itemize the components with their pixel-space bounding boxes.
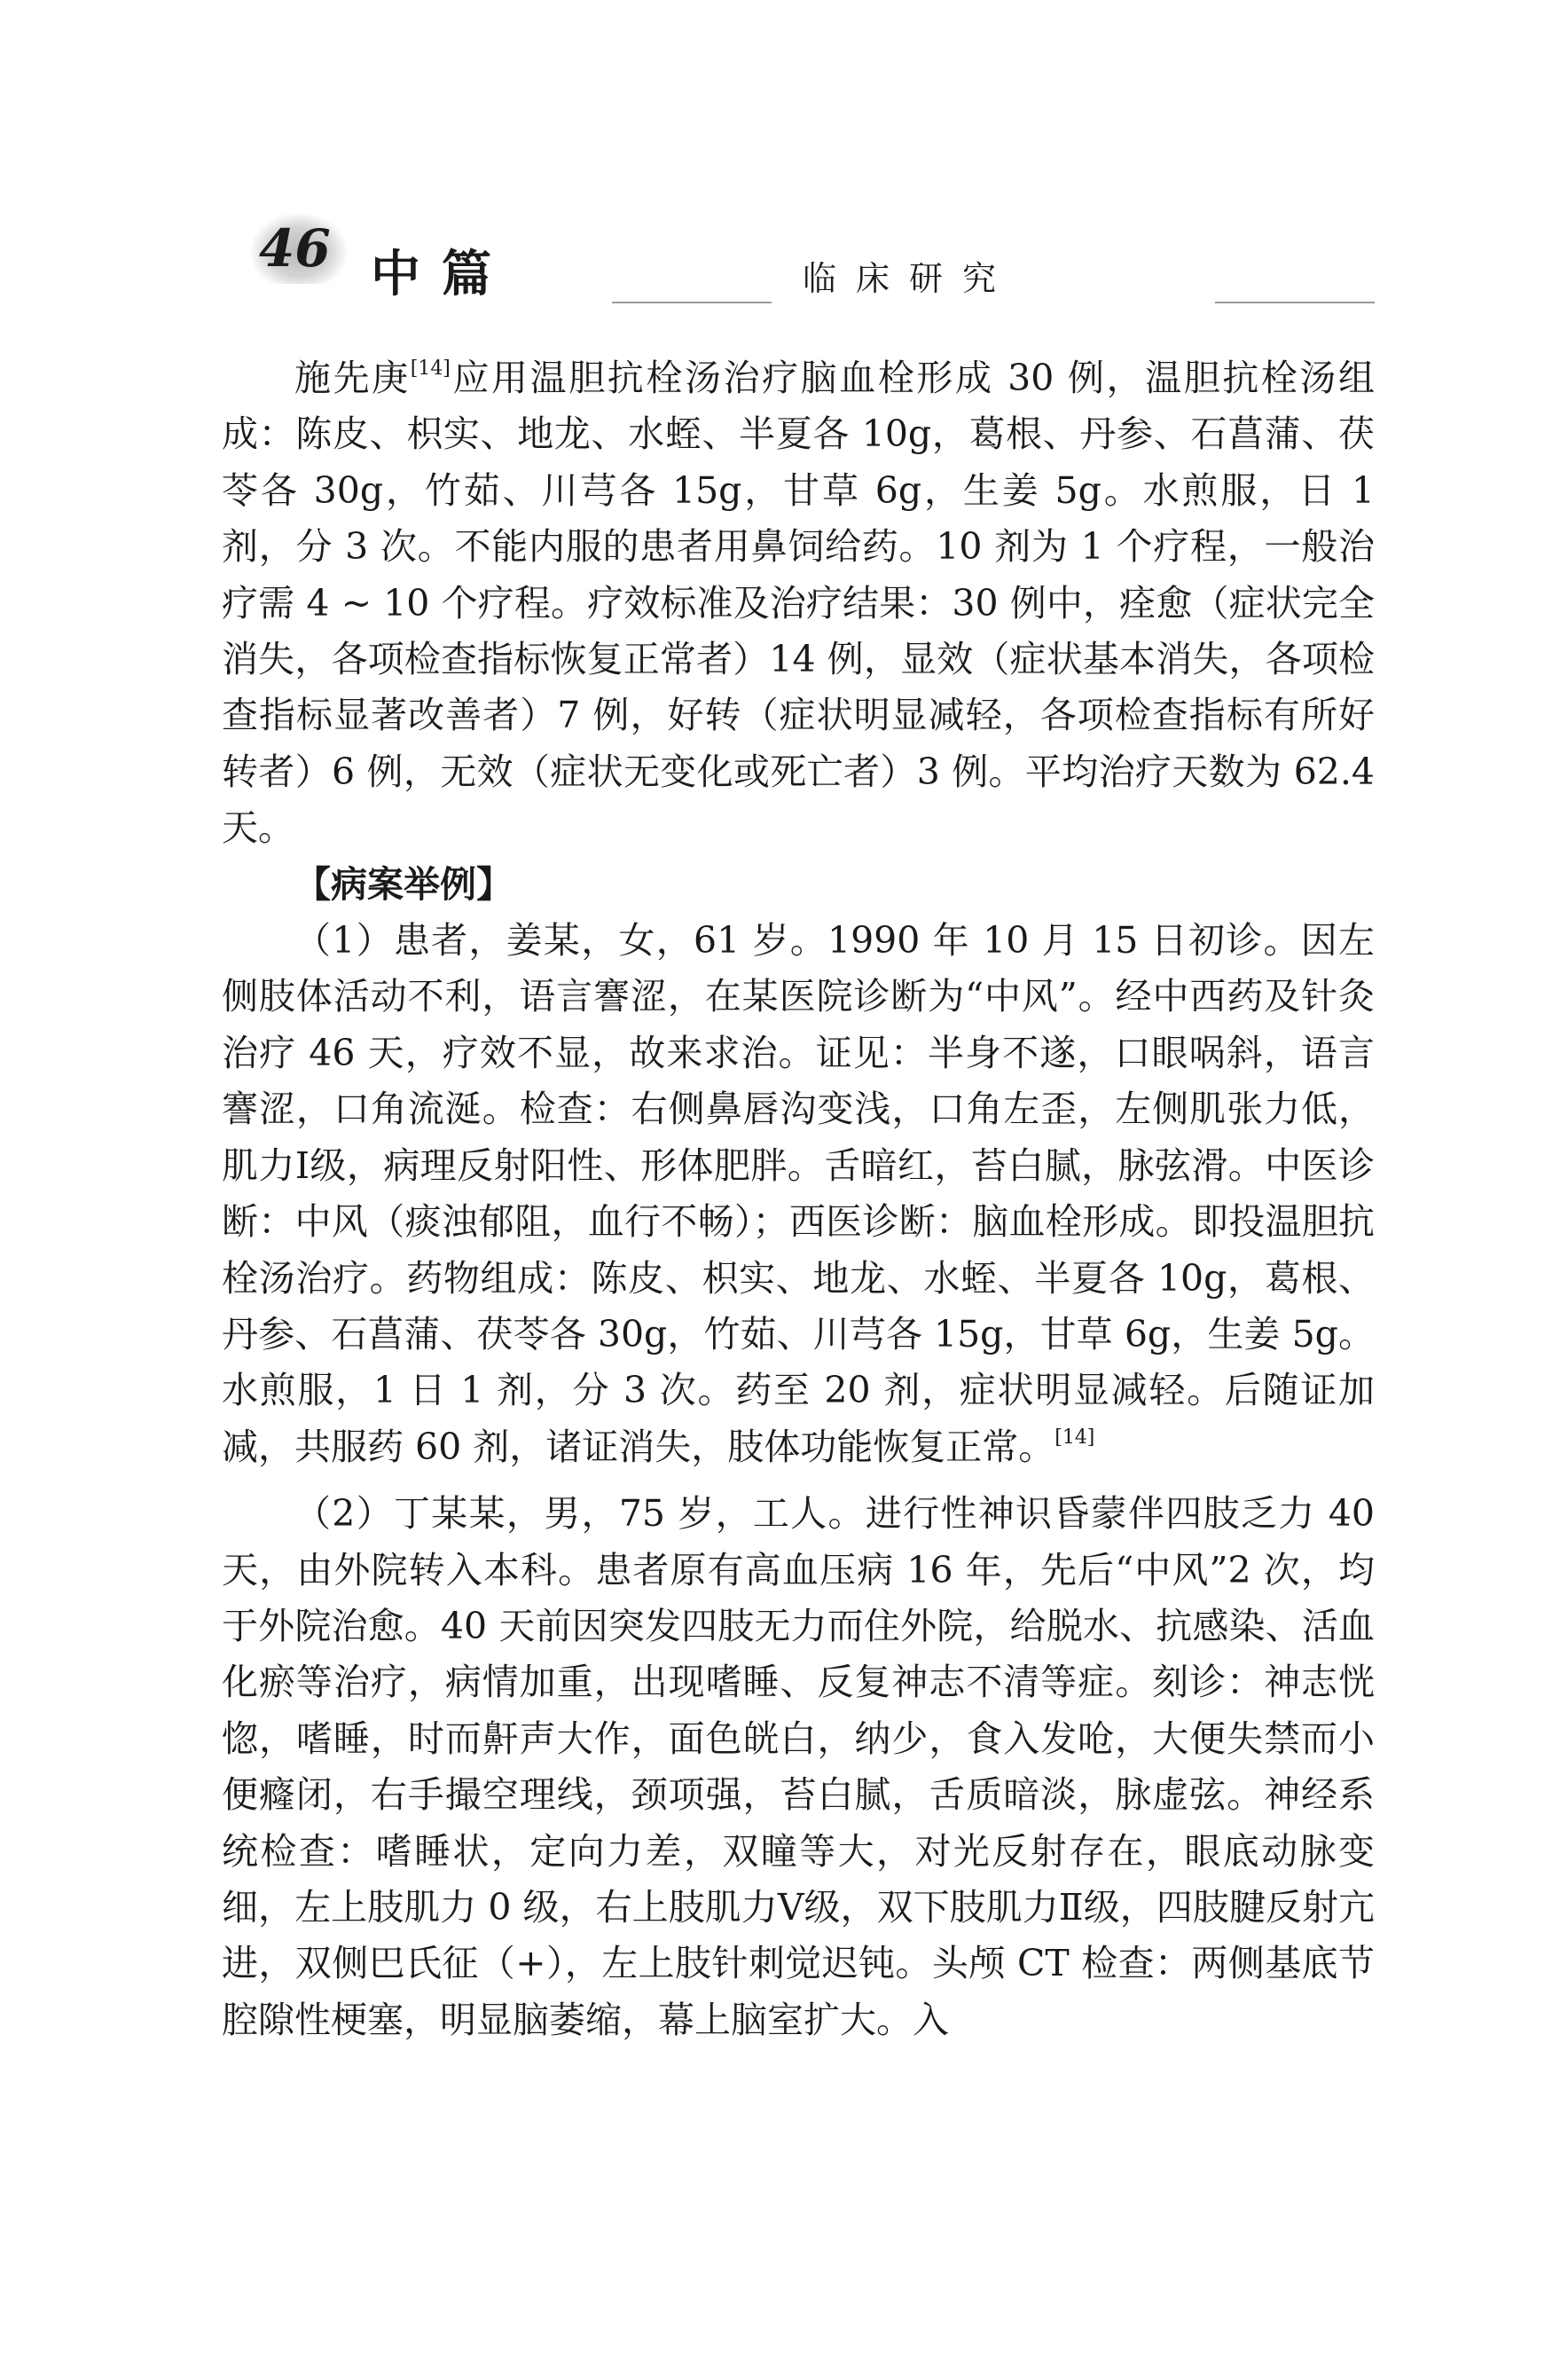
paragraph-text: （1）患者，姜某，女，61 岁。1990 年 10 月 15 日初诊。因左侧肢体活动不利，语言謇涩，在某医院诊断为“中风”。经中西药及针灸治疗 46 天，疗效不显，故来求治。证见：半身不遂，口眼㖞斜，语言謇涩，口角流涎。检查：右侧鼻唇沟变浅，口角左歪，左侧肌张力低，肌力Ⅰ级，病理反射阳性、形体肥胖。舌暗红，苔白腻，脉弦滑。中医诊断：中风（痰浊郁阻，血行不畅）；西医诊断：脑血栓形成。即投温胆抗栓汤治疗。药物组成：陈皮、枳实、地龙、水蛭、半夏各 10g，葛根、丹参、石菖蒲、茯苓各 30g，竹茹、川芎各 15g，甘草 6g，生姜 5g。水煎服，1 日 1 剂，分 3 次。药至 20 剂，症状明显减轻。后随证加减，共服药 60 剂，诸证消失，肢体功能恢复正常。 xyxy=(222,919,1375,1468)
section-heading-case-examples: 【病案举例】 xyxy=(294,862,513,906)
citation-ref: [14] xyxy=(410,357,451,380)
page-number: 46 xyxy=(250,213,348,284)
paragraph-case-1 xyxy=(222,913,1375,1475)
paragraph-study-summary xyxy=(222,350,1375,857)
citation-ref: [14] xyxy=(1054,1426,1095,1449)
paragraph-case-2 xyxy=(222,1486,1375,2048)
running-head: 临床研究 xyxy=(803,259,1016,298)
paragraph-text: 施先庚 xyxy=(294,357,411,399)
paragraph-text: 应用温胆抗栓汤治疗脑血栓形成 30 例，温胆抗栓汤组成：陈皮、枳实、地龙、水蛭、半夏各 10g，葛根、丹参、石菖蒲、茯苓各 30g，竹茹、川芎各 15g，甘草 6g，生姜 5g。水煎服，日 1 剂，分 3 次。不能内服的患者用鼻饲给药。10 剂为 1 个疗程，一般治疗需 4 ~ 10 个疗程。疗效标准及治疗结果：30 例中，痊愈（症状完全消失，各项检查指标恢复正常者）14 例，显效（症状基本消失，各项检查指标显著改善者）7 例，好转（症状明显减轻，各项检查指标有所好转者）6 例，无效（症状无变化或死亡者）3 例。平均治疗天数为 62.4 天。 xyxy=(222,357,1376,850)
header-rule xyxy=(1215,302,1375,303)
body-text xyxy=(222,350,1375,2048)
section-title: 中篇 xyxy=(371,246,513,303)
header-rule xyxy=(612,302,772,303)
paragraph-text: （2）丁某某，男，75 岁，工人。进行性神识昏蒙伴四肢乏力 40 天，由外院转入本科。患者原有高血压病 16 年，先后“中风”2 次，均于外院治愈。40 天前因突发四肢无力而住外院，给脱水、抗感染、活血化瘀等治疗，病情加重，出现嗜睡、反复神志不清等症。刻诊：神志恍惚，嗜睡，时而鼾声大作，面色㿠白，纳少，食入发呛，大便失禁而小便癃闭，右手撮空理线，颈项强，苔白腻，舌质暗淡，脉虚弦。神经系统检查：嗜睡状，定向力差，双瞳等大，对光反射存在，眼底动脉变细，左上肢肌力 0 级，右上肢肌力Ⅴ级，双下肢肌力Ⅱ级，四肢腱反射亢进，双侧巴氏征（+），左上肢针刺觉迟钝。头颅 CT 检查：两侧基底节腔隙性梗塞，明显脑萎缩，幕上脑室扩大。入 xyxy=(222,1492,1375,2041)
